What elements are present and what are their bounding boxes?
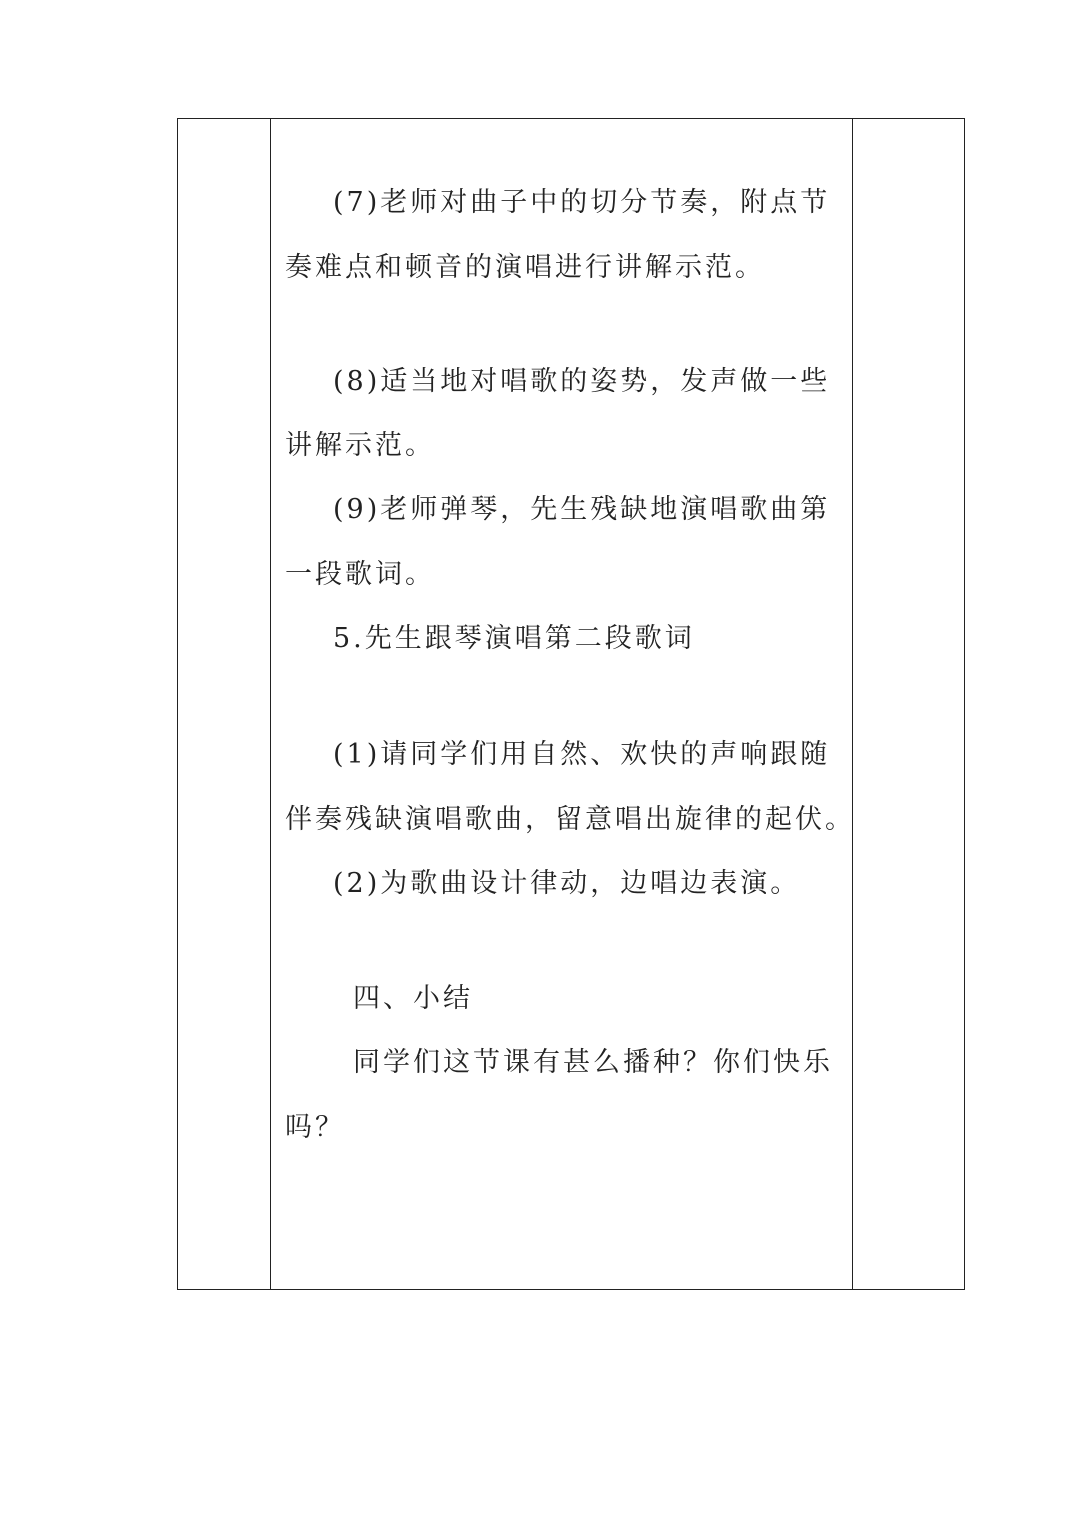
text-line: 同学们这节课有甚么播种？你们快乐	[353, 1047, 833, 1078]
text-line: (7)老师对曲子中的切分节奏，附点节	[333, 187, 831, 218]
text-line: 伴奏残缺演唱歌曲，留意唱出旋律的起伏。	[285, 804, 855, 835]
table-column-divider-left	[270, 119, 271, 1289]
table-column-divider-right	[852, 119, 853, 1289]
text-line: 5.先生跟琴演唱第二段歌词	[333, 623, 695, 654]
text-line: (1)请同学们用自然、欢快的声响跟随	[333, 739, 831, 770]
text-line: 一段歌词。	[285, 559, 435, 590]
text-line: 讲解示范。	[285, 430, 435, 461]
text-line: (2)为歌曲设计律动，边唱边表演。	[333, 868, 801, 899]
text-line: 吗？	[285, 1112, 345, 1143]
text-line: (9)老师弹琴，先生残缺地演唱歌曲第	[333, 494, 831, 525]
section-heading: 四、小结	[353, 983, 473, 1014]
text-line: 奏难点和顿音的演唱进行讲解示范。	[285, 252, 765, 283]
text-line: (8)适当地对唱歌的姿势，发声做一些	[333, 366, 831, 397]
